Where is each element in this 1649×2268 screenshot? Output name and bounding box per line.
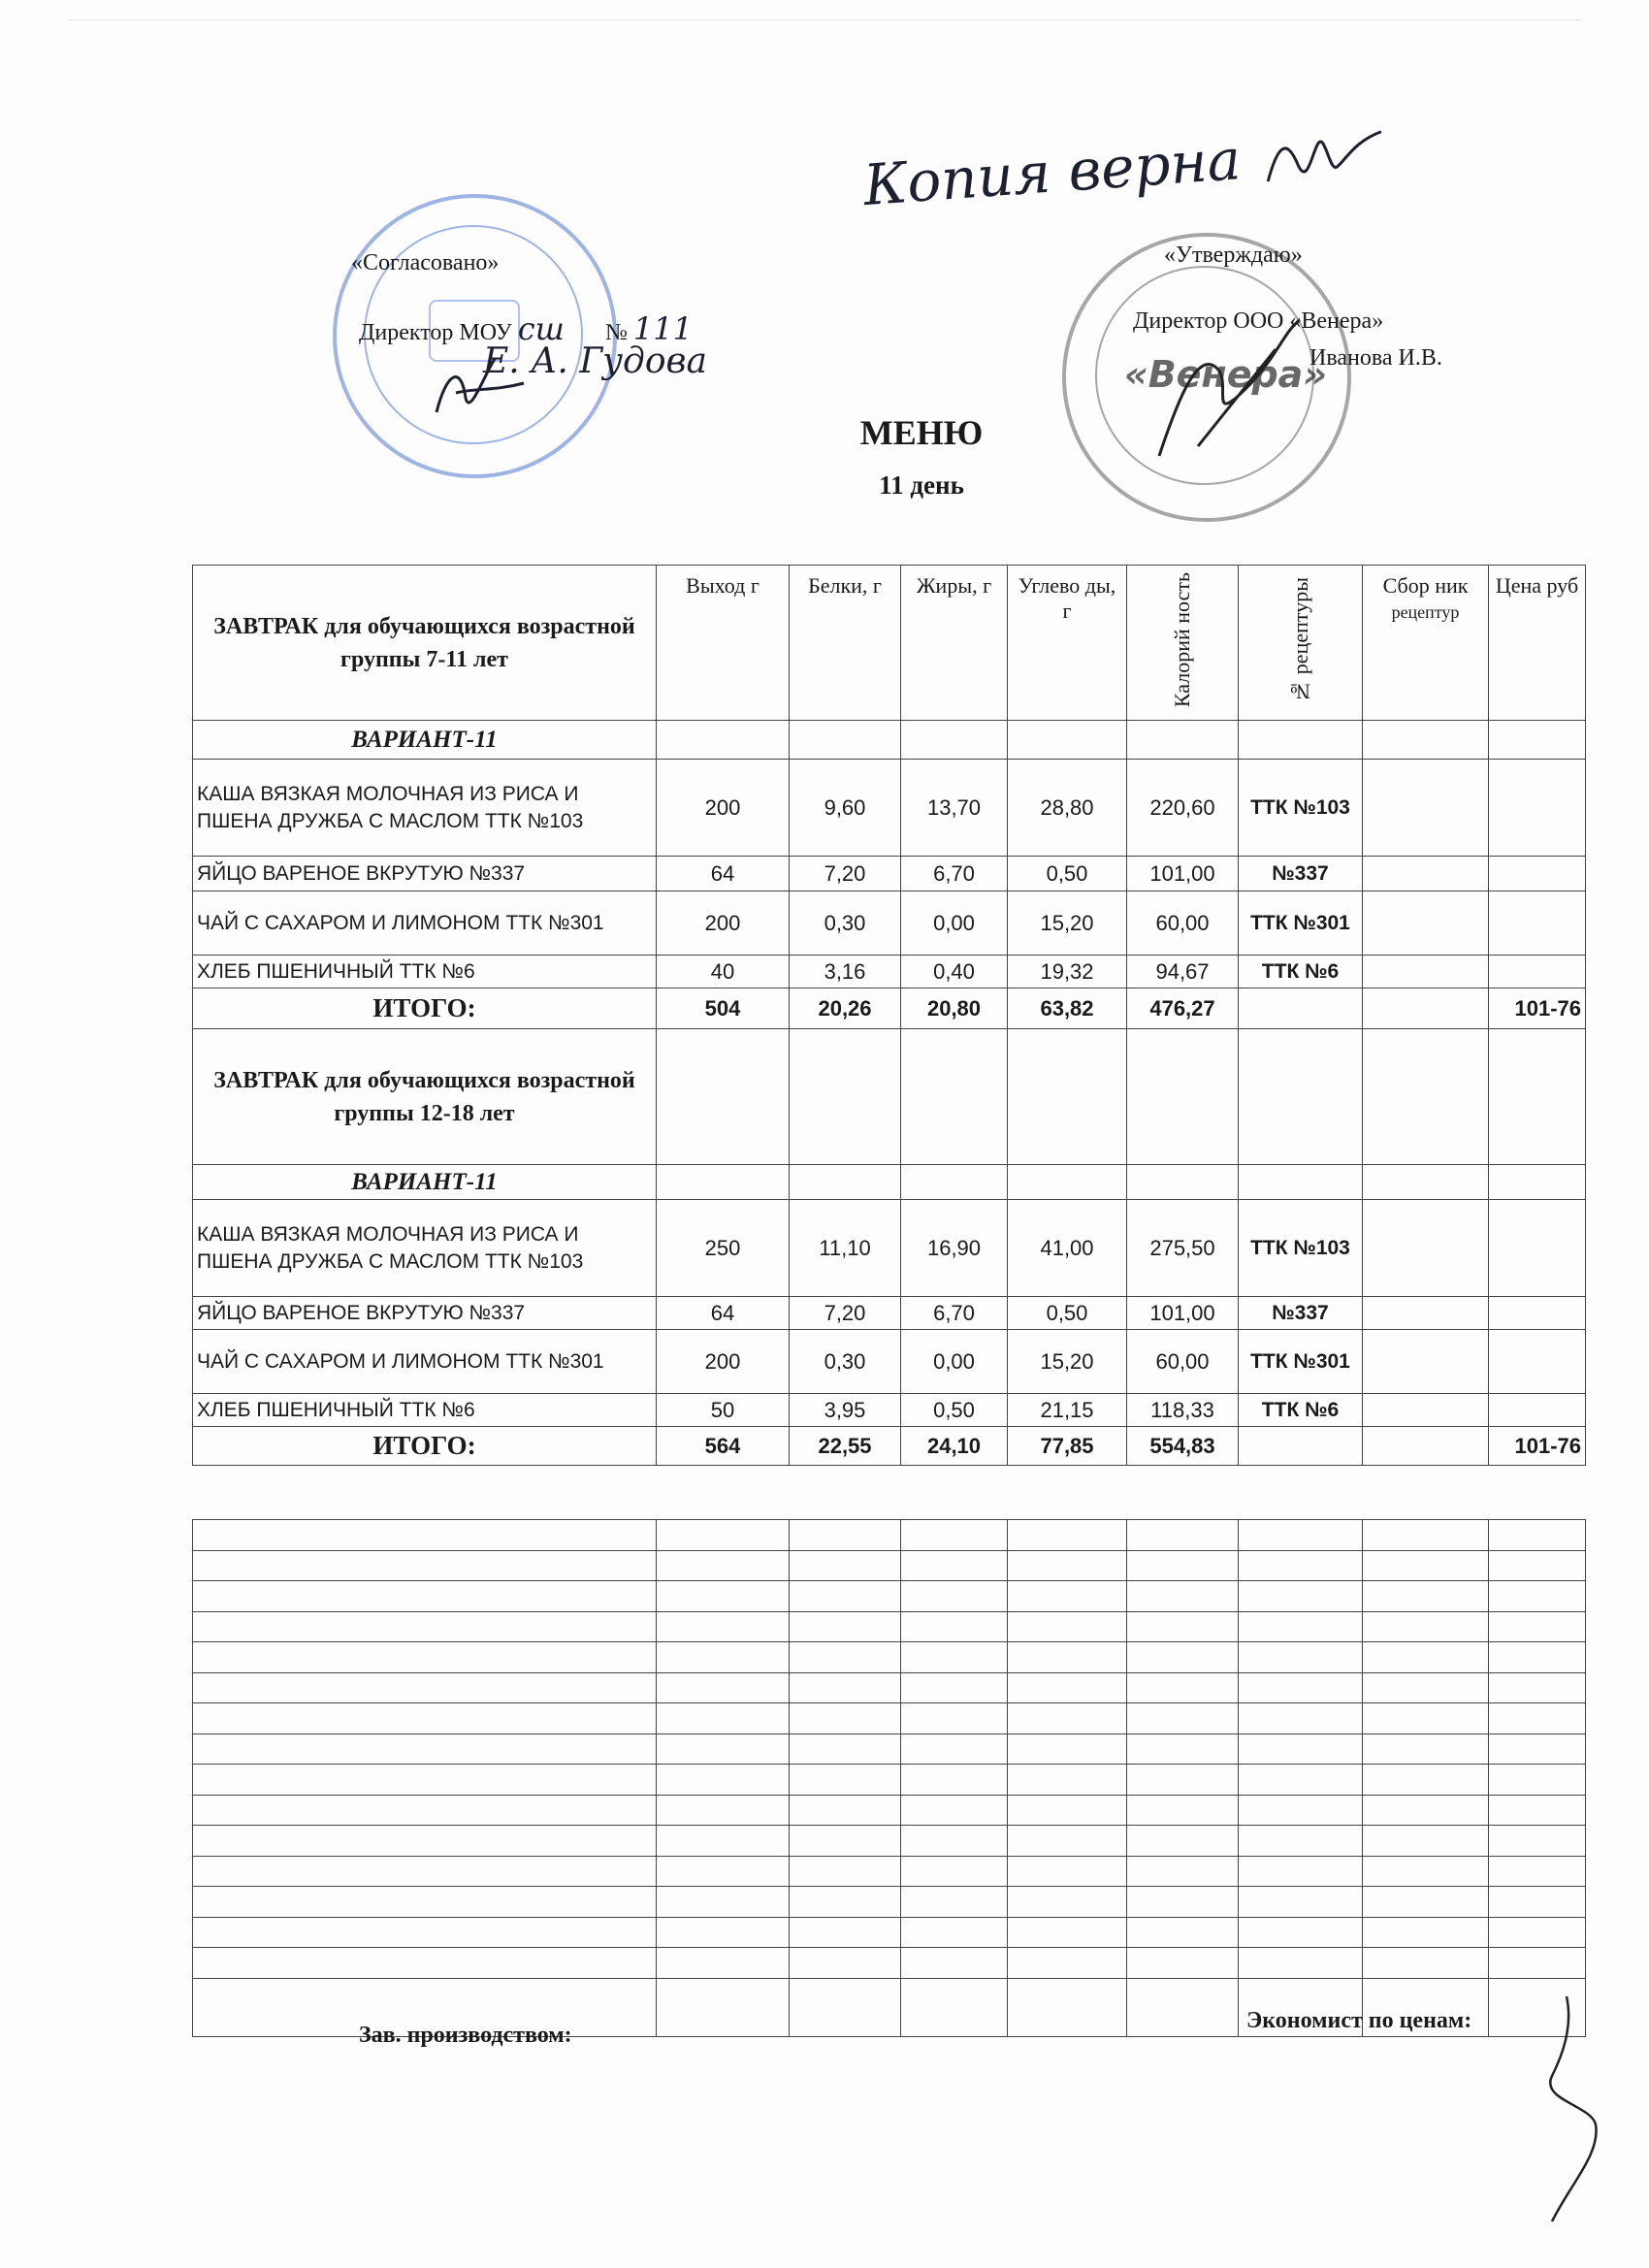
variant-label: ВАРИАНТ-11 (193, 1165, 657, 1200)
output-cell: 200 (657, 1330, 790, 1394)
seal-center-text: «Венера» (1124, 353, 1327, 396)
recipe-cell: ТТК №301 (1239, 891, 1363, 956)
table-row (193, 1394, 1586, 1427)
table-row (193, 891, 1586, 956)
total-price: 101-76 (1489, 988, 1586, 1029)
col-price-header: Цена руб (1489, 566, 1586, 721)
recipe-cell: №337 (1239, 857, 1363, 891)
menu-day-subtitle: 11 день (879, 470, 964, 500)
fat-cell: 0,40 (901, 956, 1008, 988)
total-calories: 554,83 (1127, 1427, 1239, 1466)
empty-table-row (193, 1520, 1586, 1551)
total-output: 504 (657, 988, 790, 1029)
menu-table (192, 565, 1586, 1466)
approved-label: «Утверждаю» (1164, 243, 1303, 268)
dish-name: КАША ВЯЗКАЯ МОЛОЧНАЯ ИЗ РИСА И ПШЕНА ДРУЖБА С МАСЛОМ ТТК №103 (193, 1200, 657, 1297)
empty-table-row (193, 1917, 1586, 1948)
output-cell: 40 (657, 956, 790, 988)
fat-cell: 6,70 (901, 1297, 1008, 1330)
agreed-label: «Согласовано» (351, 250, 500, 275)
right-director-label: Директор ООО «Венера» (1133, 308, 1384, 334)
recipe-cell: ТТК №6 (1239, 956, 1363, 988)
production-head-label: Зав. производством: (359, 2023, 572, 2048)
handwritten-school-type: сш (517, 310, 565, 347)
empty-table-row (193, 1672, 1586, 1703)
handwritten-initials-signature (1256, 119, 1397, 197)
recipe-cell: ТТК №103 (1239, 760, 1363, 857)
variant-row (193, 1165, 1586, 1200)
col-calories-header (1127, 566, 1239, 721)
empty-table-row (193, 1611, 1586, 1642)
output-cell: 250 (657, 1200, 790, 1297)
total-row (193, 1427, 1586, 1466)
fat-cell: 0,50 (901, 1394, 1008, 1427)
economist-label: Экономист по ценам: (1246, 2008, 1472, 2033)
protein-cell: 0,30 (790, 891, 901, 956)
calories-cell: 118,33 (1127, 1394, 1239, 1427)
empty-table-row (193, 1733, 1586, 1765)
recipe-cell: ТТК №6 (1239, 1394, 1363, 1427)
empty-table-row (193, 1856, 1586, 1887)
calories-cell: 60,00 (1127, 1330, 1239, 1394)
total-fat: 24,10 (901, 1427, 1008, 1466)
dish-name: КАША ВЯЗКАЯ МОЛОЧНАЯ ИЗ РИСА И ПШЕНА ДРУЖБА С МАСЛОМ ТТК №103 (193, 760, 657, 857)
protein-cell: 3,95 (790, 1394, 901, 1427)
fat-cell: 13,70 (901, 760, 1008, 857)
number-label: № (604, 320, 628, 345)
dish-name: ХЛЕБ ПШЕНИЧНЫЙ ТТК №6 (193, 1394, 657, 1427)
menu-title: МЕНЮ (859, 413, 984, 452)
calories-cell: 275,50 (1127, 1200, 1239, 1297)
carbs-cell: 28,80 (1008, 760, 1127, 857)
calories-cell: 220,60 (1127, 760, 1239, 857)
recipe-cell: ТТК №301 (1239, 1330, 1363, 1394)
output-cell: 50 (657, 1394, 790, 1427)
right-director-signature (1140, 310, 1314, 475)
table-row (193, 956, 1586, 988)
col-fat-header: Жиры, г (901, 566, 1008, 721)
total-fat: 20,80 (901, 988, 1008, 1029)
meal-title-cell: ЗАВТРАК для обучающихся возрастной группы 7-11 лет (193, 566, 657, 721)
empty-table-row (193, 1887, 1586, 1918)
recipe-cell: №337 (1239, 1297, 1363, 1330)
table-row (193, 1297, 1586, 1330)
empty-table-row (193, 1765, 1586, 1796)
dish-name: ЯЙЦО ВАРЕНОЕ ВКРУТУЮ №337 (193, 857, 657, 891)
col-collection-header-top: Сбор ник (1382, 573, 1469, 598)
table-row (193, 1200, 1586, 1297)
economist-signature (1513, 1989, 1620, 2231)
calories-cell: 101,00 (1127, 1297, 1239, 1330)
table-row (193, 760, 1586, 857)
fat-cell: 16,90 (901, 1200, 1008, 1297)
total-row (193, 988, 1586, 1029)
dish-name: ЧАЙ С САХАРОМ И ЛИМОНОМ ТТК №301 (193, 891, 657, 956)
col-output-header: Выход г (657, 566, 790, 721)
left-director-label: Директор МОУ (359, 320, 512, 345)
protein-cell: 9,60 (790, 760, 901, 857)
handwritten-copy-note-text: Копия верна (861, 126, 1244, 219)
total-price: 101-76 (1489, 1427, 1586, 1466)
total-output: 564 (657, 1427, 790, 1466)
protein-cell: 7,20 (790, 1297, 901, 1330)
dish-name: ХЛЕБ ПШЕНИЧНЫЙ ТТК №6 (193, 956, 657, 988)
handwritten-director-name: Е. А. Гудова (483, 341, 707, 381)
recipe-cell: ТТК №103 (1239, 1200, 1363, 1297)
right-director-name: Иванова И.В. (1310, 345, 1442, 371)
empty-rows-table (192, 1519, 1586, 2037)
calories-cell: 101,00 (1127, 857, 1239, 891)
empty-table-row (193, 1581, 1586, 1612)
variant-label: ВАРИАНТ-11 (193, 721, 657, 760)
empty-table-row (193, 1642, 1586, 1673)
carbs-cell: 15,20 (1008, 1330, 1127, 1394)
empty-table-row (193, 1795, 1586, 1826)
variant-row (193, 721, 1586, 760)
empty-table-row (193, 1948, 1586, 1979)
total-protein: 22,55 (790, 1427, 901, 1466)
col-collection-header-bottom: рецептур (1391, 602, 1460, 622)
carbs-cell: 19,32 (1008, 956, 1127, 988)
fat-cell: 6,70 (901, 857, 1008, 891)
empty-table-row (193, 1703, 1586, 1734)
fat-cell: 0,00 (901, 1330, 1008, 1394)
table-row (193, 857, 1586, 891)
table-header-row (193, 566, 1586, 721)
total-carbs: 63,82 (1008, 988, 1127, 1029)
output-cell: 64 (657, 1297, 790, 1330)
total-label: ИТОГО: (193, 988, 657, 1029)
carbs-cell: 0,50 (1008, 1297, 1127, 1330)
output-cell: 200 (657, 891, 790, 956)
protein-cell: 0,30 (790, 1330, 901, 1394)
protein-cell: 7,20 (790, 857, 901, 891)
table-row (193, 1330, 1586, 1394)
calories-cell: 94,67 (1127, 956, 1239, 988)
total-carbs: 77,85 (1008, 1427, 1127, 1466)
total-label: ИТОГО: (193, 1427, 657, 1466)
col-collection-header (1363, 566, 1489, 721)
col-recipe-header-text: № рецептуры (1287, 576, 1312, 704)
meal-title-cell: ЗАВТРАК для обучающихся возрастной группы 12-18 лет (193, 1029, 657, 1165)
protein-cell: 3,16 (790, 956, 901, 988)
col-protein-header: Белки, г (790, 566, 901, 721)
dish-name: ЯЙЦО ВАРЕНОЕ ВКРУТУЮ №337 (193, 1297, 657, 1330)
col-calories-header-text: Калорий ность (1170, 572, 1194, 708)
total-protein: 20,26 (790, 988, 901, 1029)
carbs-cell: 41,00 (1008, 1200, 1127, 1297)
output-cell: 64 (657, 857, 790, 891)
col-recipe-header (1239, 566, 1363, 721)
carbs-cell: 21,15 (1008, 1394, 1127, 1427)
protein-cell: 11,10 (790, 1200, 901, 1297)
col-carbs-header: Углево ды, г (1008, 566, 1127, 721)
handwritten-school-number: 111 (632, 310, 693, 347)
calories-cell: 60,00 (1127, 891, 1239, 956)
dish-name: ЧАЙ С САХАРОМ И ЛИМОНОМ ТТК №301 (193, 1330, 657, 1394)
empty-table-row (193, 1826, 1586, 1857)
total-calories: 476,27 (1127, 988, 1239, 1029)
fat-cell: 0,00 (901, 891, 1008, 956)
carbs-cell: 0,50 (1008, 857, 1127, 891)
empty-table-row (193, 1550, 1586, 1581)
meal-header-row (193, 1029, 1586, 1165)
output-cell: 200 (657, 760, 790, 857)
carbs-cell: 15,20 (1008, 891, 1127, 956)
